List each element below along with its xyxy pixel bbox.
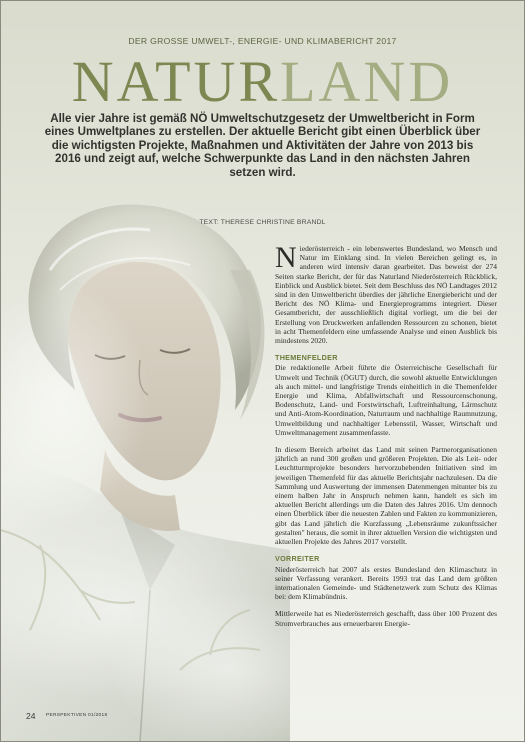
article-paragraph: Die redaktionelle Arbeit führte die Österreichische Gesellschaft für Umwelt und Technik (ÖGUT) durch, die sowohl aktuelle Entwicklungen als auch mittel- und langfristige Trends einheitlich in die Themenfelder Energie und Klima, Abfallwirtschaft und Ressourcenschonung, Bodenschutz, Land- und Forstwirtschaft, Luftreinhaltung, Lärmschutz und Anti-Atom-Koordination, Naturraum und nachhaltige Raumnutzung, Umweltbildung und nachhaltiger Lebensstil, Wasser, Wirtschaft und Umweltmanagement zusammenfasste. [275, 363, 497, 437]
section-heading-themenfelder: THEMENFELDER [275, 353, 338, 363]
article-intro-text: iederösterreich - ein lebenswertes Bundesland, wo Mensch und Natur im Einklang sind. In vielen Bereichen gelingt es, in anderen wird intensiv daran gearbeitet. Das beweist der 274 Seiten starke Bericht, der für das Naturland Niederösterreich Rückblick, Einblick und Ausblick bietet. Seit dem Beschluss des NÖ Landtages 2012 sind in den Umweltbericht überdies der jährliche Energiebericht und der Bericht des NÖ Klima- und Energieprogramms integriert. Dieser Gesamtbericht, der ausschließlich digital vorliegt, um die bei der Erstellung von Druckwerken anfallenden Ressourcen zu schonen, bietet in acht Themenfeldern eine umfassende Analyse und einen Ausblick bis mindestens 2020. [275, 244, 497, 346]
article-column [275, 241, 497, 636]
article-paragraph: Mittlerweile hat es Niederösterreich geschafft, dass über 100 Prozent des Stromverbrauches aus erneuerbaren Energie- [275, 609, 497, 628]
article-intro [275, 241, 497, 346]
magazine-name: PERSPEKTIVEN 01/2018 [46, 713, 108, 718]
page-number: 24 [26, 711, 36, 721]
title-part-1: NATUR [71, 49, 281, 114]
page-title [0, 49, 525, 114]
cover-illustration-woman [0, 150, 290, 742]
title-part-2: LAND [280, 49, 454, 114]
lead-paragraph: Alle vier Jahre ist gemäß NÖ Umweltschutzgesetz der Umweltbericht in Form eines Umweltplanes zu erstellen. Der aktuelle Bericht gibt einen Überblick über die wichtigsten Projekte, Maßnahmen und Aktivitäten der Jahre von 2013 bis 2016 und zeigt auf, welche Schwerpunkte das Land in den nächsten Jahren setzen wird. [44, 112, 481, 179]
section-heading-vorreiter: VORREITER [275, 554, 320, 564]
dropcap: N [275, 241, 297, 274]
kicker: DER GROSSE UMWELT-, ENERGIE- UND KLIMABERICHT 2017 [128, 36, 397, 46]
byline: TEXT: THERESE CHRISTINE BRANDL [199, 219, 326, 226]
article-paragraph: Niederösterreich hat 2007 als erstes Bundesland den Klimaschutz in seiner Verfassung verankert. Bereits 1993 trat das Land dem größten internationalen Gemeinde- und Städtenetzwerk zum Schutz des Klimas bei: dem Klimabündnis. [275, 564, 497, 602]
article-paragraph: In diesem Bereich arbeitet das Land mit seinen Partnerorganisationen jährlich an rund 300 großen und größeren Projekten. Die als Leit- oder Leuchtturmprojekte besonders hervorzuhebenden Initiativen sind im jeweiligen Themenfeld für das aktuelle Berichtsjahr nachzulesen. Da die Sammlung und Auswertung der immensen Datenmengen mitunter bis zu einem halben Jahr in Anspruch nehmen kann, handelt es sich im aktuellen Bericht allerdings um die Daten des Jahres 2016. Um dennoch einen Überblick über die neuesten Zahlen und Fakten zu kommunizieren, gibt das Land jährlich die Kurzfassung „Lebensräume zukunftssicher gestalten" heraus, die somit in ihrer aktuellen Version die wichtigsten und aktuellen Projekte des Jahres 2017 vorstellt. [275, 445, 497, 547]
